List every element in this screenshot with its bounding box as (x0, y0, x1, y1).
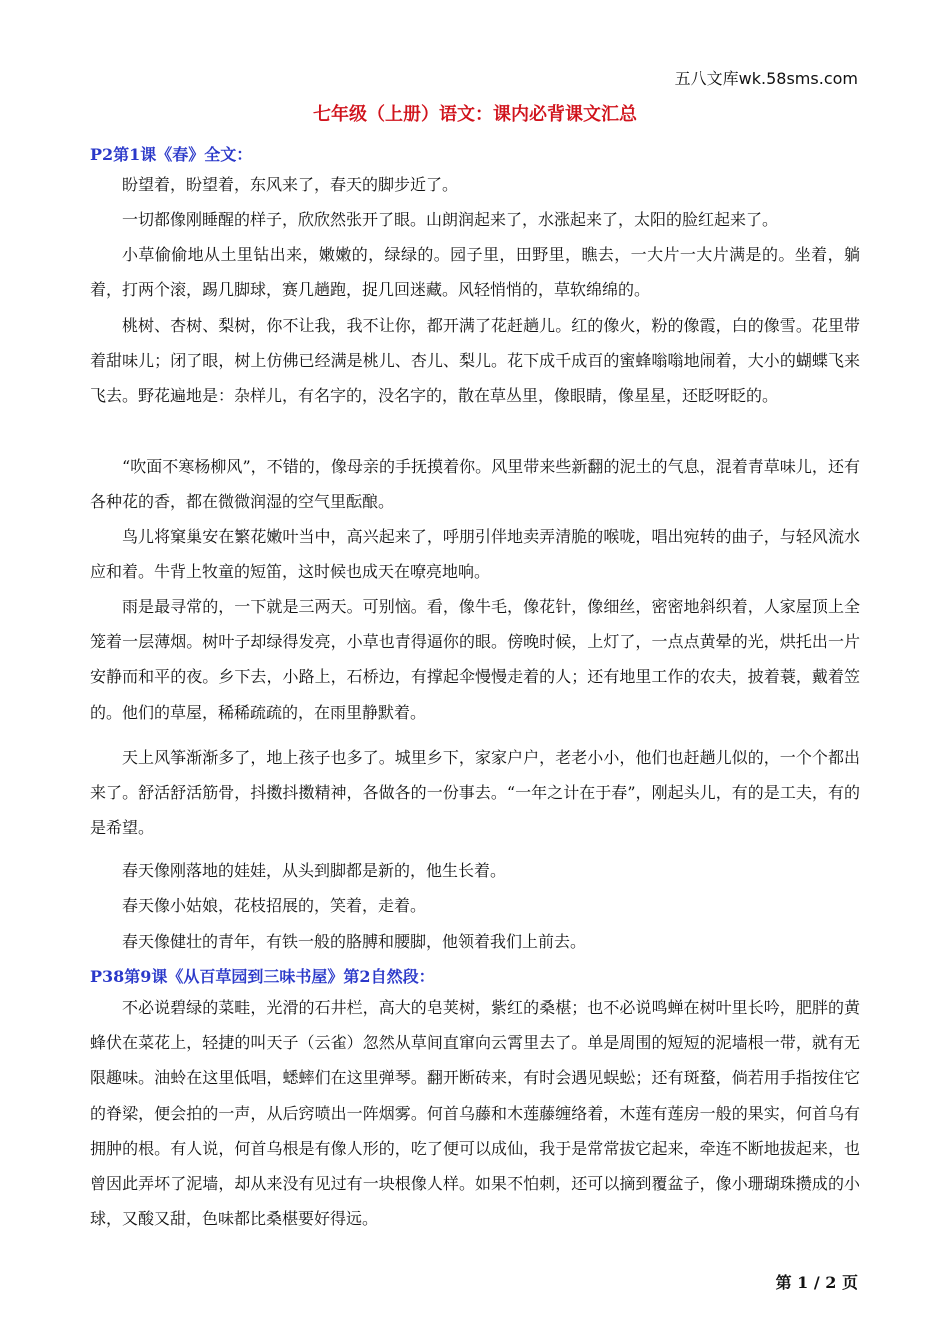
page-number: 第 1 / 2 页 (775, 1273, 858, 1292)
paragraph: 春天像刚落地的娃娃，从头到脚都是新的，他生长着。 (122, 861, 507, 880)
section-heading-chun: P2第1课《春》全文： (90, 145, 253, 164)
section-heading-baicaoyuan: P38第9课《从百草园到三味书屋》第2自然段： (90, 967, 435, 986)
paragraph: 鸟儿将窠巢安在繁花嫩叶当中，高兴起来了，呼朋引伴地卖弄清脆的喉咙，唱出宛转的曲子，与轻风流水应和着。牛背上牧童的短笛，这时候也成天在嘹亮地响。 (90, 527, 860, 582)
paragraph: 春天像小姑娘，花枝招展的，笑着，走着。 (122, 896, 427, 915)
paragraph: 天上风筝渐渐多了，地上孩子也多了。城里乡下，家家户户，老老小小，他们也赶趟儿似的，一个个都出来了。舒活舒活筋骨，抖擞抖擞精神，各做各的一份事去。“一年之计在于春”，刚起头儿，有的是工夫，有的是希望。 (90, 748, 860, 838)
paragraph: 雨是最寻常的，一下就是三两天。可别恼。看，像牛毛，像花针，像细丝，密密地斜织着，人家屋顶上全笼着一层薄烟。树叶子却绿得发亮，小草也青得逼你的眼。傍晚时候，上灯了，一点点黄晕的光，烘托出一片安静而和平的夜。乡下去，小路上，石桥边，有撑起伞慢慢走着的人；还有地里工作的农夫，披着蓑，戴着笠的。他们的草屋，稀稀疏疏的，在雨里静默着。 (90, 597, 860, 722)
site-watermark: 五八文库wk.58sms.com (674, 69, 858, 88)
paragraph: 春天像健壮的青年，有铁一般的胳膊和腰脚，他领着我们上前去。 (122, 932, 587, 951)
paragraph: 盼望着，盼望着，东风来了，春天的脚步近了。 (122, 175, 459, 194)
document-title: 七年级（上册）语文：课内必背课文汇总 (313, 104, 637, 125)
paragraph: 桃树、杏树、梨树，你不让我，我不让你，都开满了花赶趟儿。红的像火，粉的像霞，白的像雪。花里带着甜味儿；闭了眼，树上仿佛已经满是桃儿、杏儿、梨儿。花下成千成百的蜜蜂嗡嗡地闹着，大小的蝴蝶飞来飞去。野花遍地是：杂样儿，有名字的，没名字的，散在草丛里，像眼睛，像星星，还眨呀眨的。 (90, 316, 860, 406)
paragraph: 小草偷偷地从土里钻出来，嫩嫩的，绿绿的。园子里，田野里，瞧去，一大片一大片满是的。坐着，躺着，打两个滚，踢几脚球，赛几趟跑，捉几回迷藏。风轻悄悄的，草软绵绵的。 (90, 245, 860, 300)
paragraph: 一切都像刚睡醒的样子，欣欣然张开了眼。山朗润起来了，水涨起来了，太阳的脸红起来了。 (122, 210, 779, 229)
paragraph: “吹面不寒杨柳风”，不错的，像母亲的手抚摸着你。风里带来些新翻的泥土的气息，混着青草味儿，还有各种花的香，都在微微润湿的空气里酝酿。 (90, 457, 860, 512)
paragraph: 不必说碧绿的菜畦，光滑的石井栏，高大的皂荚树，紫红的桑椹；也不必说鸣蝉在树叶里长吟，肥胖的黄蜂伏在菜花上，轻捷的叫天子（云雀）忽然从草间直窜向云霄里去了。单是周围的短短的泥墙根一带，就有无限趣味。油蛉在这里低唱，蟋蟀们在这里弹琴。翻开断砖来，有时会遇见蜈蚣；还有斑蝥，倘若用手指按住它的脊梁，便会拍的一声，从后窍喷出一阵烟雾。何首乌藤和木莲藤缠络着，木莲有莲房一般的果实，何首乌有拥肿的根。有人说，何首乌根是有像人形的，吃了便可以成仙，我于是常常拔它起来，牵连不断地拔起来，也曾因此弄坏了泥墙，却从来没有见过有一块根像人样。如果不怕刺，还可以摘到覆盆子，像小珊瑚珠攒成的小球，又酸又甜，色味都比桑椹要好得远。 (90, 998, 860, 1229)
